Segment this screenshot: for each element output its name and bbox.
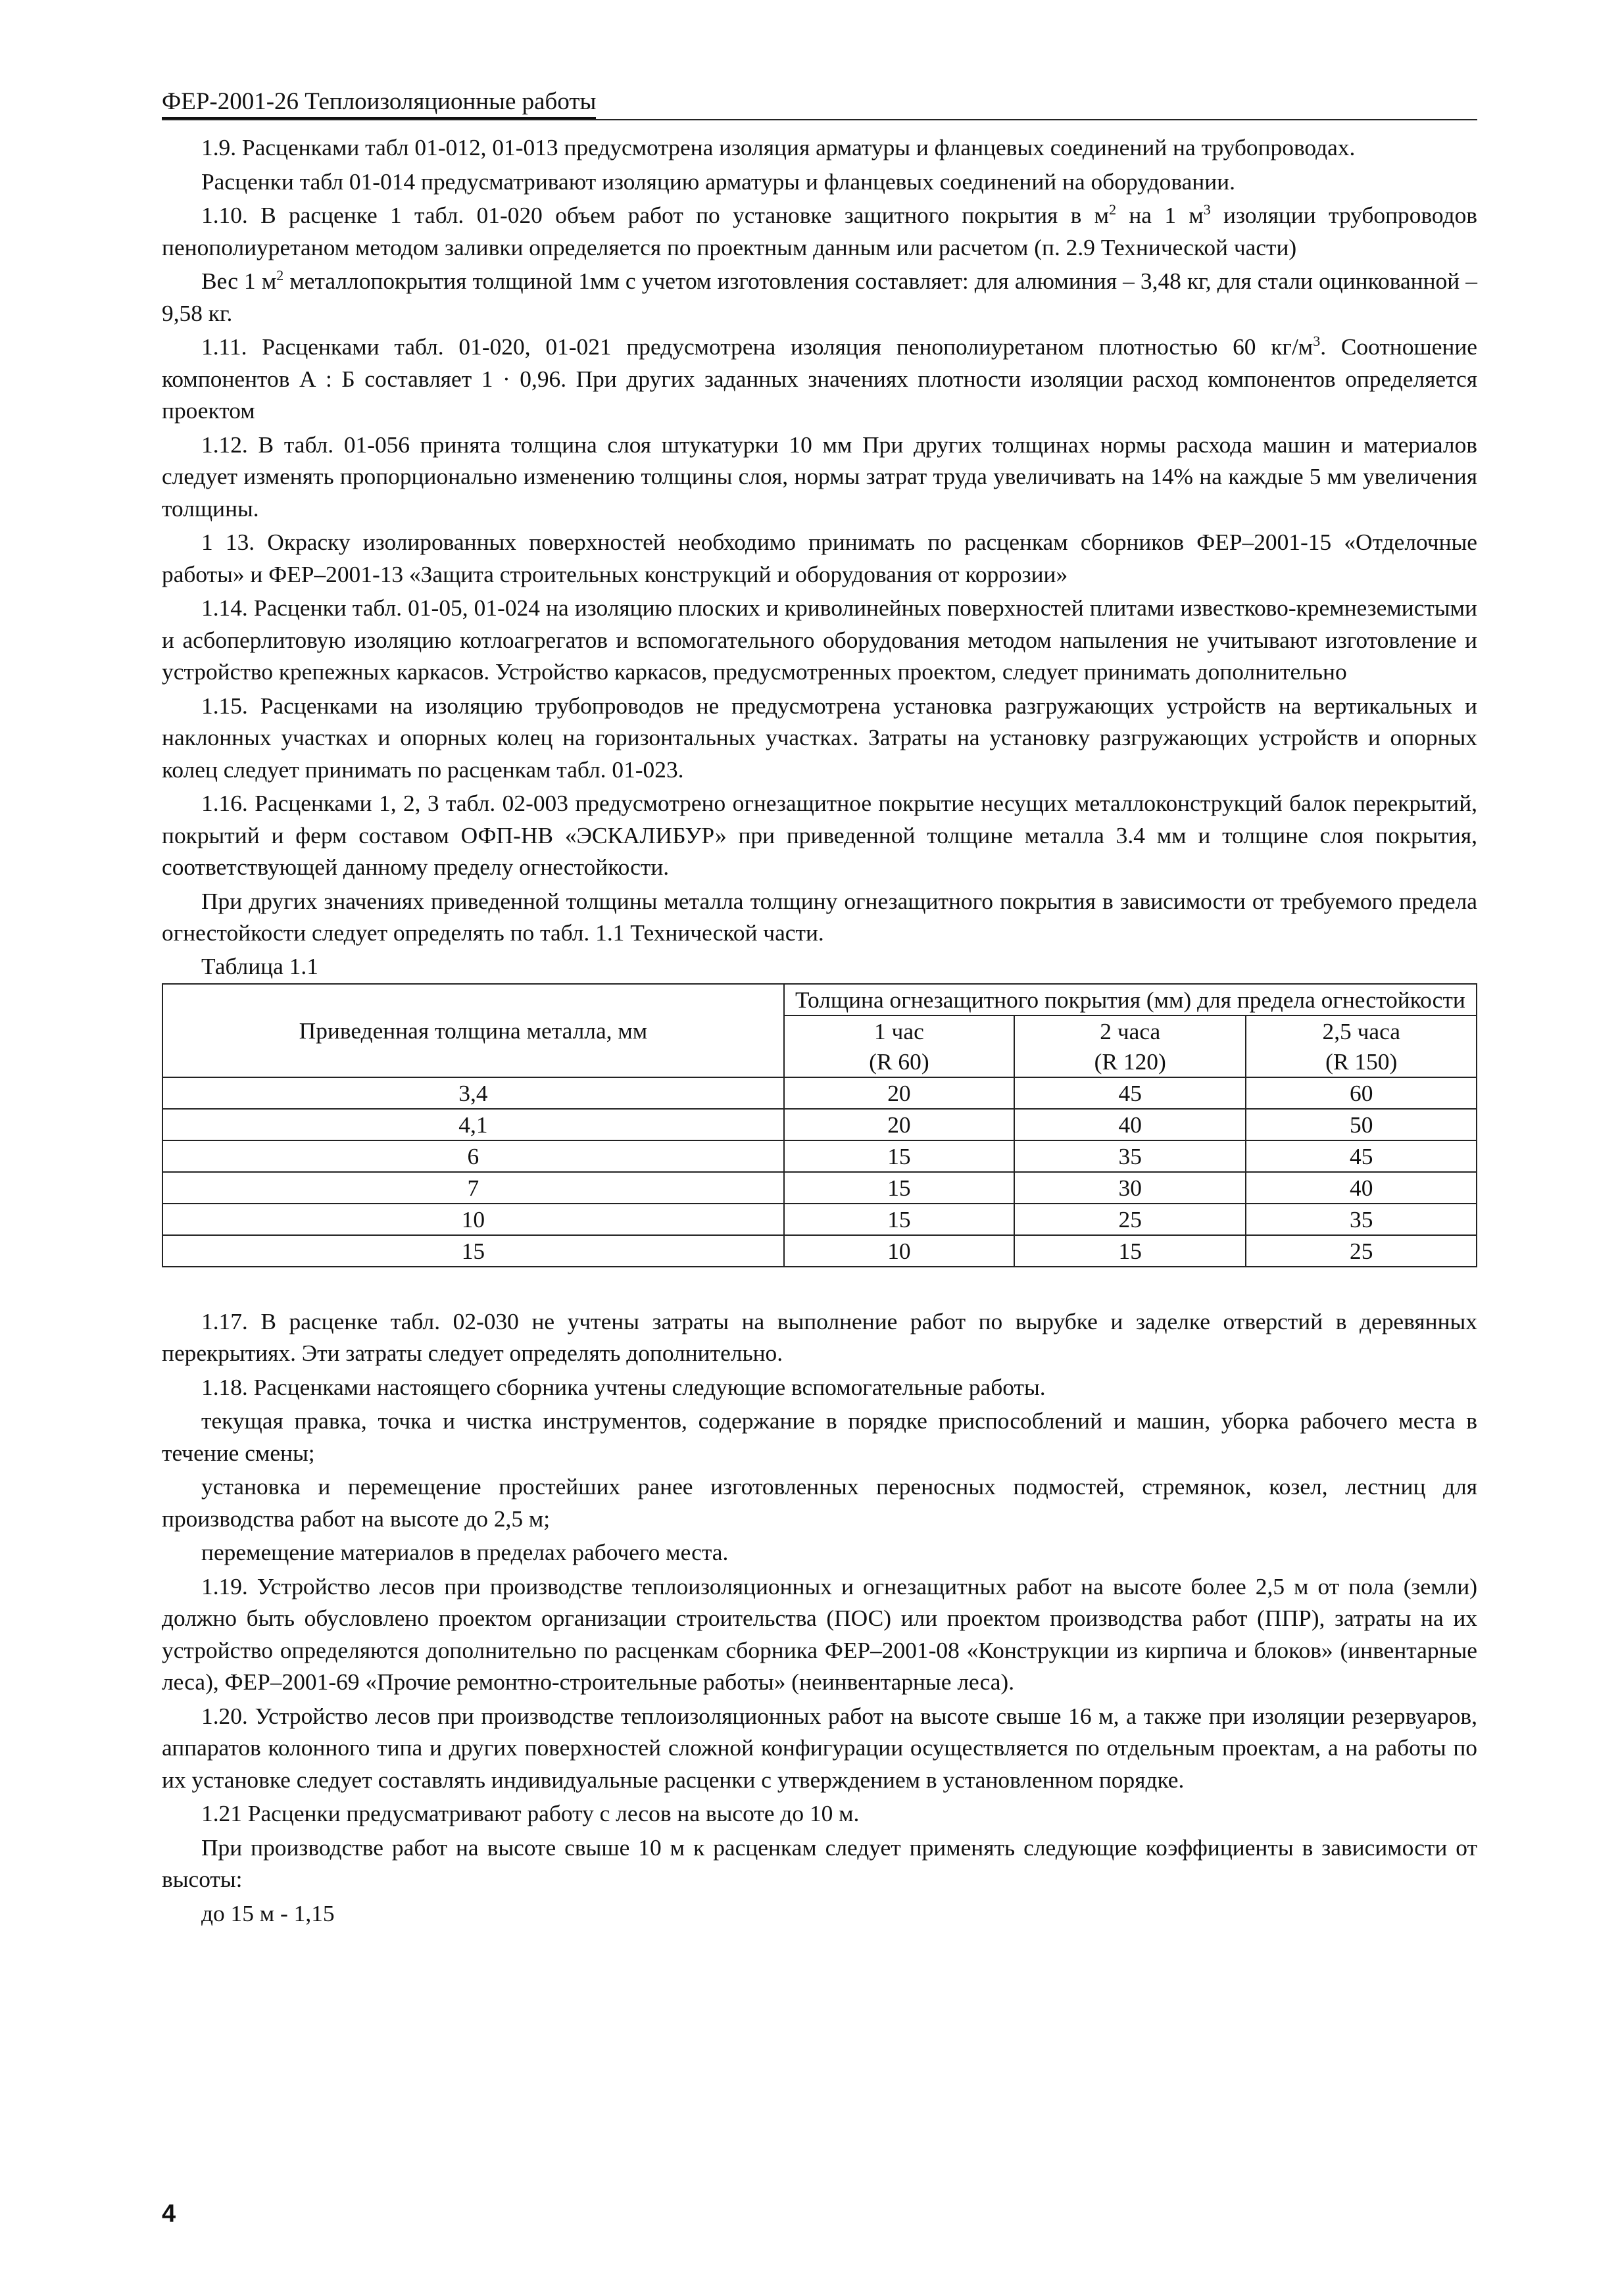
paragraph-1-16: 1.16. Расценками 1, 2, 3 табл. 02-003 предусмотрено огнезащитное покрытие несущих металлоконструкций балок перекрытий, покрытий и ферм составом ОФП-НВ «ЭСКАЛИБУР» при приведенной толщине металла 3.4 мм и толщине слоя покрытия, соответствующей данному пределу огнестойкости. xyxy=(162,790,1477,880)
paragraph-1-12: 1.12. В табл. 01-056 принята толщина слоя штукатурки 10 мм При других толщинах нормы расхода машин и материалов следует изменять пропорционально изменению толщины слоя, нормы затрат труда увеличивать на 14% на каждые 5 мм увеличения толщины. xyxy=(162,431,1477,522)
header-title: ФЕР-2001-26 Теплоизоляционные работы xyxy=(162,87,596,119)
paragraph-1-19: 1.19. Устройство лесов при производстве теплоизоляционных и огнезащитных работ на высоте более 2,5 м от пола (земли) должно быть обусловлено проектом организации строительства (ПОС) или проектом производства работ (ППР), затраты на их устройство определяются дополнительно по расценкам сборника ФЕР–2001-08 «Конструкции из кирпича и блоков» (инвентарные леса), ФЕР–2001-69 «Прочие ремонтно-строительные работы» (неинвентарные леса). xyxy=(162,1573,1477,1695)
paragraph-1-21-cont: При производстве работ на высоте свыше 10 м к расценкам следует применять следующие коэффициенты в зависимости от высоты: xyxy=(162,1834,1477,1892)
paragraph-1-18-item-1: текущая правка, точка и чистка инструментов, содержание в порядке приспособлений и машин, уборка рабочего места в течение смены; xyxy=(162,1407,1477,1466)
paragraph-1-21-coef: до 15 м - 1,15 xyxy=(201,1899,335,1926)
table-subheader-r120: 2 часа (R 120) xyxy=(1014,1015,1246,1077)
table-subheader-r60: 1 час (R 60) xyxy=(784,1015,1014,1077)
running-header xyxy=(162,87,1477,120)
paragraph-1-13: 1 13. Окраску изолированных поверхностей необходимо принимать по расценкам сборников ФЕР–2001-15 «Отделочные работы» и ФЕР–2001-13 «Защита строительных конструкций и оборудования от коррозии» xyxy=(162,529,1477,587)
table-header-thickness: Приведенная толщина металла, мм xyxy=(162,984,784,1077)
paragraph-1-15: 1.15. Расценками на изоляцию трубопроводов не предусмотрена установка разгружающих устройств на вертикальных и наклонных участках и опорных колец на горизонтальных участках. Затраты на установку разгружающих устройств и опорных колец следует принимать по расценкам табл. 01-023. xyxy=(162,692,1477,783)
table-header-group: Толщина огнезащитного покрытия (мм) для предела огнестойкости xyxy=(784,984,1477,1015)
paragraph-1-18-item-2: установка и перемещение простейших ранее изготовленных переносных подмостей, стремянок, козел, лестниц для производства работ на высоте до 2,5 м; xyxy=(162,1473,1477,1532)
document-body xyxy=(162,132,1477,1931)
table-caption: Таблица 1.1 xyxy=(201,952,318,979)
table-row: 15 10 15 25 xyxy=(162,1235,1477,1267)
table-header-row xyxy=(162,984,1477,1015)
table-row: 6 15 35 45 xyxy=(162,1140,1477,1172)
paragraph-1-18-item-3: перемещение материалов в пределах рабочего места. xyxy=(201,1539,729,1565)
paragraph-1-10: 1.10. В расценке 1 табл. 01-020 объем работ по установке защитного покрытия в $м^2$ на 1 $м^3$ изоляции трубопроводов пенополиуретаном методом заливки определяется по проектным данным или расчетом (п. 2.9 Технической части) xyxy=(162,201,1477,260)
paragraph-1-11: 1.11. Расценками табл. 01-020, 01-021 предусмотрена изоляция пенополиуретаном плотностью 60 $кг/м^3$. Соотношение компонентов А : Б составляет 1 · 0,96. При других заданных значениях плотности изоляции расход компонентов определяется проектом xyxy=(162,333,1477,424)
paragraph-1-9-cont: Расценки табл 01-014 предусматривают изоляцию арматуры и фланцевых соединений на оборудовании. xyxy=(201,168,1235,195)
paragraph-1-21: 1.21 Расценки предусматривают работу с лесов на высоте до 10 м. xyxy=(201,1800,860,1826)
paragraph-1-9: 1.9. Расценками табл 01-012, 01-013 предусмотрена изоляция арматуры и фланцевых соединений на трубопроводах. xyxy=(201,134,1356,160)
table-row: 4,1 20 40 50 xyxy=(162,1109,1477,1140)
paragraph-1-14: 1.14. Расценки табл. 01-05, 01-024 на изоляцию плоских и криволинейных поверхностей плитами известково-кремнеземистыми и асбоперлитовую изоляцию котлоагрегатов и вспомогательного оборудования методом напыления не учитывают изготовление и устройство крепежных каркасов. Устройство каркасов, предусмотренных проектом, следует принимать дополнительно xyxy=(162,595,1477,685)
paragraph-1-20: 1.20. Устройство лесов при производстве теплоизоляционных работ на высоте свыше 16 м, а также при изоляции резервуаров, аппаратов колонного типа и других поверхностей сложной конфигурации осуществляется по отдельным проектам, а на работы по их установке следует составлять индивидуальные расценки с утверждением в установленном порядке. xyxy=(162,1702,1477,1793)
paragraph-1-10-weight: Вес 1 $м^2$ металлопокрытия толщиной 1мм с учетом изготовления составляет: для алюминия – 3,48 кг, для стали оцинкованной – 9,58 кг. xyxy=(162,267,1477,326)
table-row: 3,4 20 45 60 xyxy=(162,1077,1477,1109)
table-row: 7 15 30 40 xyxy=(162,1172,1477,1204)
fire-protection-table xyxy=(162,983,1477,1267)
after-table-section xyxy=(162,1306,1477,1930)
paragraph-1-17: 1.17. В расценке табл. 02-030 не учтены затраты на выполнение работ по вырубке и заделке отверстий в деревянных перекрытиях. Эти затраты следует определять дополнительно. xyxy=(162,1307,1477,1366)
paragraph-1-18: 1.18. Расценками настоящего сборника учтены следующие вспомогательные работы. xyxy=(201,1373,1046,1400)
table-row: 10 15 25 35 xyxy=(162,1204,1477,1235)
paragraph-1-16-cont: При других значениях приведенной толщины металла толщину огнезащитного покрытия в зависимости от требуемого предела огнестойкости следует определять по табл. 1.1 Технической части. xyxy=(162,887,1477,946)
table-subheader-r150: 2,5 часа (R 150) xyxy=(1246,1015,1477,1077)
page-number: 4 xyxy=(162,2200,176,2228)
